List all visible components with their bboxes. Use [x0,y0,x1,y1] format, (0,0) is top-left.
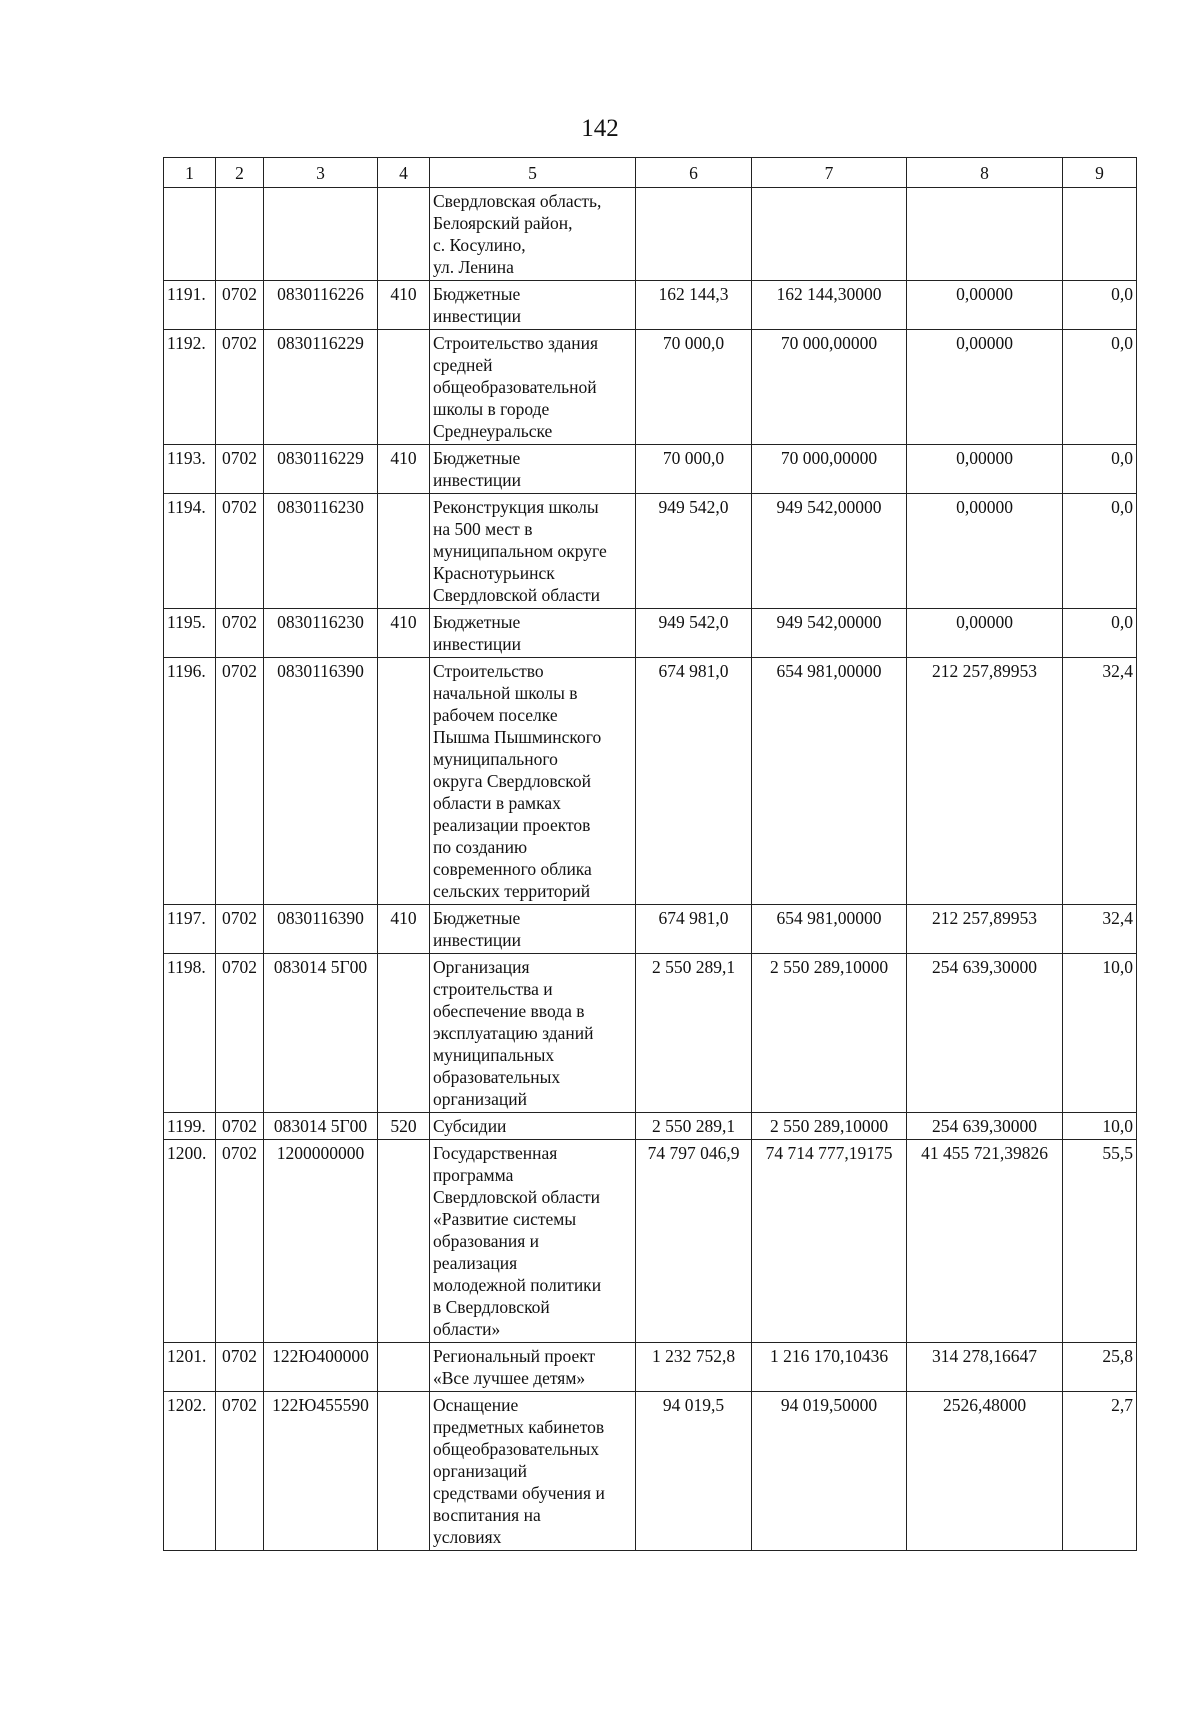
item-name-text: Бюджетные инвестиции [433,612,521,654]
section-code [216,281,264,330]
plan-amount [636,1343,752,1392]
refined-amount [752,1140,907,1343]
plan-amount-text: 94 019,5 [662,1395,725,1415]
section-code-text: 0702 [222,1346,257,1366]
target-article-code-text: 083014 5Г00 [273,957,368,977]
expense-type-code-text: 520 [390,1116,417,1136]
target-article-code [264,1343,378,1392]
item-name-text: Бюджетные инвестиции [433,908,521,950]
refined-amount [752,281,907,330]
execution-percent [1063,905,1137,954]
executed-amount [907,658,1063,905]
table-row [164,330,1137,445]
execution-percent [1063,609,1137,658]
execution-percent [1063,281,1137,330]
table-row [164,658,1137,905]
execution-percent-text: 0,0 [1111,448,1133,468]
executed-amount [907,188,1063,281]
refined-amount-text: 162 144,30000 [776,284,882,304]
section-code [216,1343,264,1392]
row-number [164,494,216,609]
item-name [430,281,636,330]
plan-amount-text: 949 542,0 [658,612,729,632]
item-name [430,954,636,1113]
executed-amount-text: 254 639,30000 [932,957,1037,977]
execution-percent [1063,1392,1137,1551]
column-header-3: 3 [264,158,378,188]
column-header-9: 9 [1063,158,1137,188]
target-article-code [264,1140,378,1343]
item-name-text: Строительство здания средней общеобразовательной школы в городе Среднеуральске [433,333,599,441]
target-article-code [264,445,378,494]
target-article-code-text: 0830116390 [277,908,364,928]
table-row [164,1113,1137,1140]
plan-amount [636,609,752,658]
item-name-text: Оснащение предметных кабинетов общеобразовательных организаций средствами обучения и воспитания на условиях [433,1395,605,1547]
expense-type-code [378,954,430,1113]
row-number [164,1113,216,1140]
executed-amount-text: 41 455 721,39826 [921,1143,1048,1163]
plan-amount [636,905,752,954]
execution-percent-text: 10,0 [1102,957,1133,977]
item-name-text: Строительство начальной школы в рабочем поселке Пышма Пышминского муниципального округа Свердловской области в рамках реализации проектов по созданию современного облика сельских территорий [433,661,602,901]
expense-type-code [378,494,430,609]
column-header-7: 7 [752,158,907,188]
refined-amount-text: 2 550 289,10000 [769,1116,889,1136]
target-article-code-text: 0830116229 [277,333,364,353]
execution-percent [1063,954,1137,1113]
target-article-code [264,281,378,330]
row-number-text: 1193. [167,448,206,468]
plan-amount [636,281,752,330]
plan-amount [636,1113,752,1140]
executed-amount-text: 212 257,89953 [932,908,1037,928]
target-article-code-text: 122Ю400000 [272,1346,369,1366]
target-article-code-text: 0830116226 [277,284,364,304]
section-code [216,658,264,905]
row-number [164,905,216,954]
executed-amount-text: 0,00000 [956,612,1013,632]
item-name-text: Региональный проект «Все лучшее детям» [433,1346,596,1388]
section-code [216,1113,264,1140]
item-name-text: Государственная программа Свердловской области «Развитие системы образования и реализация молодежной политики в Свердловской области» [433,1143,602,1339]
plan-amount-text: 70 000,0 [662,448,725,468]
item-name-text: Субсидии [433,1116,507,1136]
table-row [164,954,1137,1113]
column-header-1: 1 [164,158,216,188]
target-article-code [264,330,378,445]
execution-percent [1063,188,1137,281]
executed-amount-text: 2526,48000 [942,1395,1027,1415]
executed-amount-text: 0,00000 [956,497,1013,517]
plan-amount [636,330,752,445]
expense-type-code [378,445,430,494]
refined-amount [752,954,907,1113]
execution-percent [1063,494,1137,609]
item-name-text: Реконструкция школы на 500 мест в муниципальном округе Краснотурьинск Свердловской области [433,497,607,605]
execution-percent [1063,1343,1137,1392]
table-row [164,905,1137,954]
column-header-5: 5 [430,158,636,188]
executed-amount-text: 314 278,16647 [932,1346,1037,1366]
section-code-text: 0702 [222,612,257,632]
page-number: 142 [581,115,619,142]
section-code-text: 0702 [222,497,257,517]
executed-amount-text: 212 257,89953 [932,661,1037,681]
row-number [164,658,216,905]
plan-amount [636,1140,752,1343]
target-article-code [264,1392,378,1551]
executed-amount-text: 254 639,30000 [932,1116,1037,1136]
execution-percent [1063,1113,1137,1140]
row-number-text: 1191. [167,284,206,304]
expense-type-code [378,1343,430,1392]
table-row [164,1343,1137,1392]
plan-amount-text: 1 232 752,8 [651,1346,736,1366]
execution-percent-text: 0,0 [1111,333,1133,353]
row-number [164,954,216,1113]
execution-percent [1063,658,1137,905]
row-number [164,609,216,658]
plan-amount [636,445,752,494]
section-code [216,494,264,609]
plan-amount-text: 949 542,0 [658,497,729,517]
table-row [164,281,1137,330]
column-header-6: 6 [636,158,752,188]
refined-amount [752,905,907,954]
section-code-text: 0702 [222,1395,257,1415]
refined-amount-text: 949 542,00000 [776,497,882,517]
execution-percent-text: 0,0 [1111,284,1133,304]
target-article-code [264,1113,378,1140]
row-number [164,188,216,281]
expense-type-code [378,281,430,330]
table-header [164,158,1137,188]
executed-amount [907,954,1063,1113]
item-name-text: Организация строительства и обеспечение ввода в эксплуатацию зданий муниципальных образовательных организаций [433,957,594,1109]
column-header-8: 8 [907,158,1063,188]
execution-percent-text: 32,4 [1102,908,1133,928]
section-code [216,1392,264,1551]
item-name [430,1113,636,1140]
executed-amount [907,445,1063,494]
executed-amount-text: 0,00000 [956,448,1013,468]
executed-amount [907,1392,1063,1551]
row-number [164,1140,216,1343]
refined-amount [752,494,907,609]
section-code-text: 0702 [222,661,257,681]
target-article-code-text: 0830116230 [277,497,364,517]
section-code [216,905,264,954]
plan-amount [636,494,752,609]
target-article-code-text: 0830116230 [277,612,364,632]
execution-percent-text: 0,0 [1111,612,1133,632]
row-number [164,1343,216,1392]
item-name-text: Бюджетные инвестиции [433,448,521,490]
expense-type-code-text: 410 [390,448,417,468]
expense-type-code-text: 410 [390,908,417,928]
target-article-code-text: 122Ю455590 [272,1395,369,1415]
plan-amount [636,188,752,281]
row-number-text: 1192. [167,333,206,353]
row-number-text: 1200. [167,1143,207,1163]
plan-amount [636,1392,752,1551]
execution-percent-text: 2,7 [1111,1395,1133,1415]
section-code [216,188,264,281]
column-header-4: 4 [378,158,430,188]
section-code [216,954,264,1113]
execution-percent-text: 10,0 [1102,1116,1133,1136]
row-number [164,330,216,445]
expense-type-code [378,905,430,954]
execution-percent [1063,445,1137,494]
execution-percent-text: 25,8 [1102,1346,1133,1366]
target-article-code [264,609,378,658]
target-article-code-text: 083014 5Г00 [273,1116,368,1136]
table-row [164,1140,1137,1343]
executed-amount-text: 0,00000 [956,333,1013,353]
section-code-text: 0702 [222,1116,257,1136]
item-name [430,445,636,494]
execution-percent [1063,330,1137,445]
plan-amount-text: 2 550 289,1 [651,957,736,977]
executed-amount-text: 0,00000 [956,284,1013,304]
expense-type-code-text: 410 [390,612,417,632]
refined-amount [752,1113,907,1140]
execution-percent [1063,1140,1137,1343]
row-number-text: 1202. [167,1395,207,1415]
refined-amount [752,609,907,658]
table-row [164,188,1137,281]
section-code-text: 0702 [222,284,257,304]
refined-amount-text: 94 019,50000 [780,1395,878,1415]
item-name [430,494,636,609]
target-article-code [264,954,378,1113]
expense-type-code [378,1140,430,1343]
plan-amount [636,658,752,905]
execution-percent-text: 0,0 [1111,497,1133,517]
plan-amount-text: 74 797 046,9 [647,1143,740,1163]
refined-amount-text: 654 981,00000 [776,908,882,928]
header-row [164,158,1137,188]
row-number [164,281,216,330]
target-article-code [264,658,378,905]
refined-amount-text: 654 981,00000 [776,661,882,681]
item-name [430,1343,636,1392]
plan-amount [636,954,752,1113]
row-number-text: 1197. [167,908,206,928]
table-row [164,609,1137,658]
row-number-text: 1195. [167,612,206,632]
executed-amount [907,1343,1063,1392]
executed-amount [907,330,1063,445]
target-article-code-text: 0830116390 [277,661,364,681]
table-row [164,445,1137,494]
row-number [164,445,216,494]
table-row [164,1392,1137,1551]
item-name [430,905,636,954]
executed-amount [907,494,1063,609]
item-name [430,609,636,658]
expense-type-code [378,609,430,658]
refined-amount-text: 949 542,00000 [776,612,882,632]
item-name [430,1392,636,1551]
item-name [430,188,636,281]
plan-amount-text: 674 981,0 [658,661,729,681]
target-article-code-text: 0830116229 [277,448,364,468]
executed-amount [907,905,1063,954]
section-code-text: 0702 [222,957,257,977]
budget-table [163,157,1137,1551]
refined-amount [752,330,907,445]
section-code-text: 0702 [222,1143,257,1163]
row-number-text: 1198. [167,957,206,977]
column-header-2: 2 [216,158,264,188]
execution-percent-text: 32,4 [1102,661,1133,681]
row-number-text: 1201. [167,1346,207,1366]
row-number-text: 1196. [167,661,206,681]
expense-type-code [378,1113,430,1140]
refined-amount-text: 2 550 289,10000 [769,957,889,977]
refined-amount-text: 1 216 170,10436 [769,1346,889,1366]
refined-amount [752,188,907,281]
refined-amount [752,445,907,494]
item-name [430,330,636,445]
row-number [164,1392,216,1551]
refined-amount-text: 70 000,00000 [780,333,878,353]
table-row [164,494,1137,609]
plan-amount-text: 2 550 289,1 [651,1116,736,1136]
section-code [216,445,264,494]
refined-amount [752,1343,907,1392]
section-code [216,1140,264,1343]
plan-amount-text: 674 981,0 [658,908,729,928]
row-number-text: 1194. [167,497,206,517]
table-body [164,188,1137,1551]
expense-type-code-text: 410 [390,284,417,304]
target-article-code-text: 1200000000 [276,1143,365,1163]
target-article-code [264,494,378,609]
refined-amount [752,658,907,905]
executed-amount [907,1140,1063,1343]
section-code-text: 0702 [222,333,257,353]
section-code-text: 0702 [222,908,257,928]
item-name [430,658,636,905]
item-name [430,1140,636,1343]
executed-amount [907,609,1063,658]
item-name-text: Бюджетные инвестиции [433,284,521,326]
section-code-text: 0702 [222,448,257,468]
expense-type-code [378,330,430,445]
target-article-code [264,188,378,281]
executed-amount [907,1113,1063,1140]
expense-type-code [378,188,430,281]
expense-type-code [378,1392,430,1551]
plan-amount-text: 70 000,0 [662,333,725,353]
refined-amount [752,1392,907,1551]
expense-type-code [378,658,430,905]
refined-amount-text: 70 000,00000 [780,448,878,468]
executed-amount [907,281,1063,330]
refined-amount-text: 74 714 777,19175 [765,1143,893,1163]
section-code [216,330,264,445]
plan-amount-text: 162 144,3 [658,284,729,304]
row-number-text: 1199. [167,1116,206,1136]
section-code [216,609,264,658]
execution-percent-text: 55,5 [1102,1143,1133,1163]
item-name-text: Свердловская область, Белоярский район, с. Косулино, ул. Ленина [433,191,602,277]
target-article-code [264,905,378,954]
